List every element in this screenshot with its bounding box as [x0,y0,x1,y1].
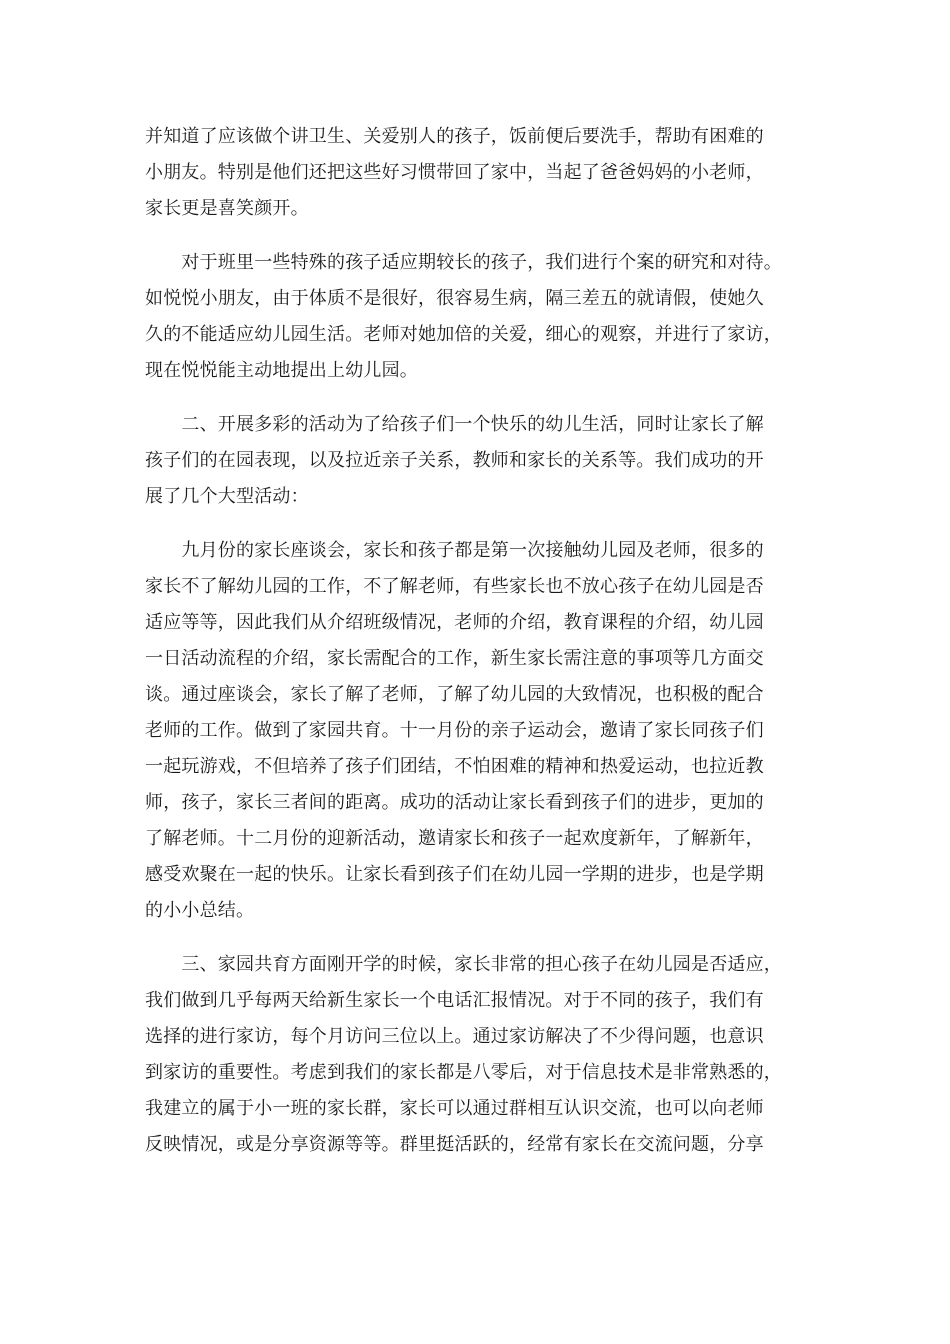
text-line: 孩子们的在园表现，以及拉近亲子关系，教师和家长的关系等。我们成功的开 [145,450,764,471]
text-line: 二、开展多彩的活动为了给孩子们一个快乐的幼儿生活，同时让家长了解 [145,414,764,435]
paragraph-4 [145,533,813,929]
text-line: 久的不能适应幼儿园生活。老师对她加倍的关爱，细心的观察，并进行了家访， [145,324,782,345]
paragraph-3 [145,407,813,515]
text-line: 家长更是喜笑颜开。 [145,198,309,219]
text-line: 适应等等，因此我们从介绍班级情况，老师的介绍，教育课程的介绍，幼儿园 [145,612,764,633]
text-line: 老师的工作。做到了家园共育。十一月份的亲子运动会，邀请了家长同孩子们 [145,720,764,741]
text-line: 展了几个大型活动： [145,486,309,507]
text-line: 家长不了解幼儿园的工作，不了解老师，有些家长也不放心孩子在幼儿园是否 [145,576,764,597]
text-line: 如悦悦小朋友，由于体质不是很好，很容易生病，隔三差五的就请假，使她久 [145,288,764,309]
paragraph-5 [145,947,813,1163]
text-line: 谈。通过座谈会，家长了解了老师，了解了幼儿园的大致情况，也积极的配合 [145,684,764,705]
text-line: 一起玩游戏，不但培养了孩子们团结，不怕困难的精神和热爱运动，也拉近教 [145,756,764,777]
text-line: 小朋友。特别是他们还把这些好习惯带回了家中，当起了爸爸妈妈的小老师， [145,162,764,183]
text-line: 现在悦悦能主动地提出上幼儿园。 [145,360,418,381]
text-line: 选择的进行家访，每个月访问三位以上。通过家访解决了不少得问题，也意识 [145,1026,764,1047]
text-line: 的小小总结。 [145,900,255,921]
text-line: 感受欢聚在一起的快乐。让家长看到孩子们在幼儿园一学期的进步，也是学期 [145,864,764,885]
text-line: 并知道了应该做个讲卫生、关爱别人的孩子，饭前便后要洗手，帮助有困难的 [145,126,764,147]
paragraph-1 [145,119,813,227]
text-line: 反映情况，或是分享资源等等。群里挺活跃的，经常有家长在交流问题，分享 [145,1134,764,1155]
document-body [145,119,813,1181]
text-line: 了解老师。十二月份的迎新活动，邀请家长和孩子一起欢度新年，了解新年， [145,828,764,849]
text-line: 我建立的属于小一班的家长群，家长可以通过群相互认识交流，也可以向老师 [145,1098,764,1119]
text-line: 一日活动流程的介绍，家长需配合的工作，新生家长需注意的事项等几方面交 [145,648,764,669]
text-line: 九月份的家长座谈会，家长和孩子都是第一次接触幼儿园及老师，很多的 [145,540,764,561]
text-line: 三、家园共育方面刚开学的时候，家长非常的担心孩子在幼儿园是否适应， [145,954,782,975]
text-line: 师，孩子，家长三者间的距离。成功的活动让家长看到孩子们的进步，更加的 [145,792,764,813]
text-line: 我们做到几乎每两天给新生家长一个电话汇报情况。对于不同的孩子，我们有 [145,990,764,1011]
text-line: 到家访的重要性。考虑到我们的家长都是八零后，对于信息技术是非常熟悉的， [145,1062,782,1083]
text-line: 对于班里一些特殊的孩子适应期较长的孩子，我们进行个案的研究和对待。 [145,252,782,273]
paragraph-2 [145,245,813,389]
